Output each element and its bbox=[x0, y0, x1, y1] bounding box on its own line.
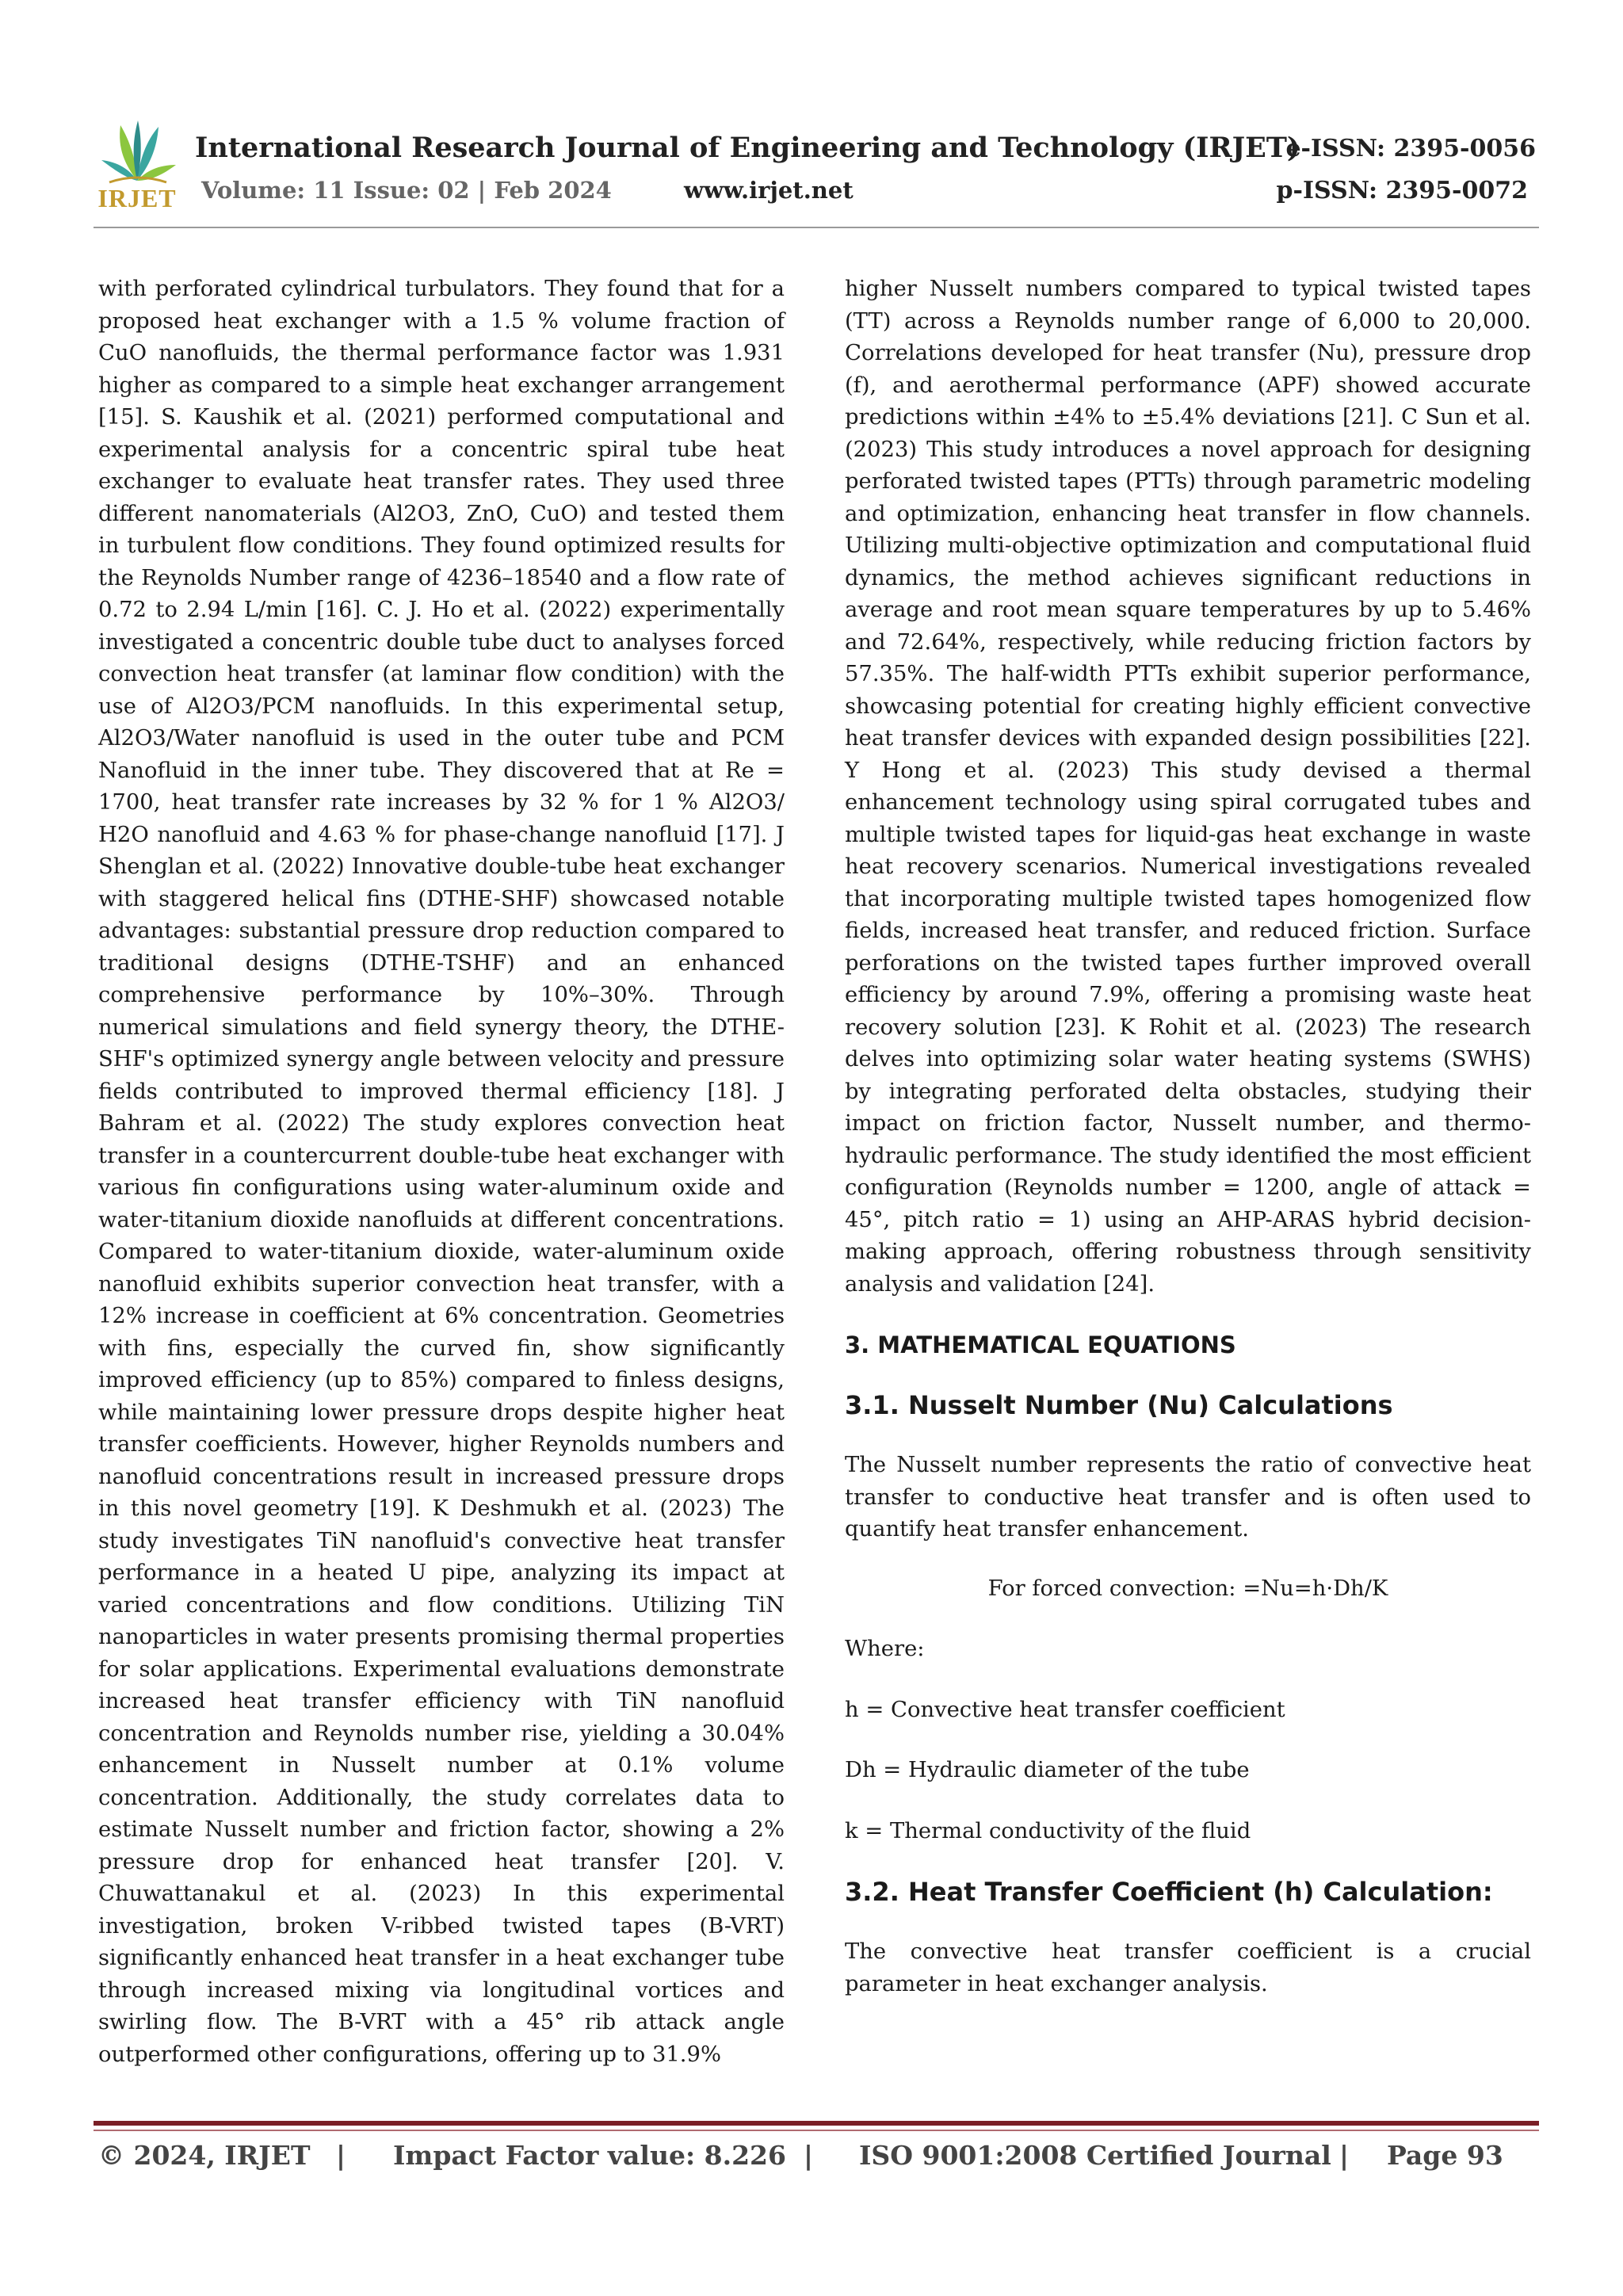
volume-issue: Volume: 11 Issue: 02 | Feb 2024 bbox=[201, 177, 612, 204]
htc-paragraph: The convective heat transfer coefficient is a crucial parameter in heat exchanger analysis. bbox=[845, 1939, 1531, 1996]
journal-title: International Research Journal of Engineering and Technology (IRJET) bbox=[195, 132, 1300, 164]
left-column bbox=[98, 273, 785, 2071]
nusselt-paragraph: The Nusselt number represents the ratio of convective heat transfer to conductive heat transfer and is often used to quantify heat transfer enhancement. bbox=[845, 1453, 1531, 1541]
footer-impact-factor: Impact Factor value: 8.226 bbox=[393, 2140, 786, 2171]
logo-text: IRJET bbox=[97, 184, 177, 212]
footer-rule-thin bbox=[94, 2130, 1539, 2131]
header-divider bbox=[94, 227, 1539, 228]
section-3-2-heading: 3.2. Heat Transfer Coefficient (h) Calculation: bbox=[845, 1877, 1493, 1907]
footer-rule bbox=[94, 2121, 1539, 2126]
footer-iso: ISO 9001:2008 Certified Journal bbox=[859, 2140, 1331, 2171]
nusselt-equation: For forced convection: =Nu=h·Dh/K bbox=[987, 1576, 1388, 1601]
definition-dh: Dh = Hydraulic diameter of the tube bbox=[845, 1758, 1250, 1782]
definition-k: k = Thermal conductivity of the fluid bbox=[845, 1818, 1251, 1843]
footer-separator: | bbox=[804, 2140, 814, 2171]
left-paragraph: with perforated cylindrical turbulators. They found that for a proposed heat exchanger with a 1.5 % volume fraction of CuO nanofluids, the thermal performance factor was 1.931 higher as compared to a simple heat exchanger arrangement [15]. S. Kaushik et al. (2021) performed computational and experimental analysis for a concentric spiral tube heat exchanger to evaluate heat transfer rates. They used three different nanomaterials (Al2O3, ZnO, CuO) and tested them in turbulent flow conditions. They found optimized results for the Reynolds Number range of 4236–18540 and a flow rate of 0.72 to 2.94 L/min [16]. C. J. Ho et al. (2022) experimentally investigated a concentric double tube duct to analyses forced convection heat transfer (at laminar flow condition) with the use of Al2O3/PCM nanofluids. In this experimental setup, Al2O3/Water nanofluid is used in the outer tube and PCM Nanofluid in the inner tube. They discovered that at Re = 1700, heat transfer rate increases by 32 % for 1 % Al2O3/ H2O nanofluid and 4.63 % for phase-change nanofluid [17]. J Shenglan et al. (2022) Innovative double-tube heat exchanger with staggered helical fins (DTHE-SHF) showcased notable advantages: substantial pressure drop reduction compared to traditional designs (DTHE-TSHF) and an enhanced comprehensive performance by 10%–30%. Through numerical simulations and field synergy theory, the DTHE-SHF's optimized synergy angle between velocity and pressure fields contributed to improved thermal efficiency [18]. J Bahram et al. (2022) The study explores convection heat transfer in a countercurrent double-tube heat exchanger with various fin configurations using water-aluminum oxide and water-titanium dioxide nanofluids at different concentrations. Compared to water-titanium dioxide, water-aluminum oxide nanofluid exhibits superior convection heat transfer, with a 12% increase in coefficient at 6% concentration. Geometries with fins, especially the curved fin, show significantly improved efficiency (up to 85%) compared to finless designs, while maintaining lower pressure drops despite higher heat transfer coefficients. However, higher Reynolds numbers and nanofluid concentrations result in increased pressure drops in this novel geometry [19]. K Deshmukh et al. (2023) The study investigates TiN nanofluid's convective heat transfer performance in a heated U pipe, analyzing its impact at varied concentrations and flow conditions. Utilizing TiN nanoparticles in water presents promising thermal properties for solar applications. Experimental evaluations demonstrate increased heat transfer efficiency with TiN nanofluid concentration and Reynolds number rise, yielding a 30.04% enhancement in Nusselt number at 0.1% volume concentration. Additionally, the study correlates data to estimate Nusselt number and friction factor, showing a 2% pressure drop for enhanced heat transfer [20]. V. Chuwattanakul et al. (2023) In this experimental investigation, broken V-ribbed twisted tapes (B-VRT) significantly enhanced heat transfer in a heat exchanger tube through increased mixing via longitudinal vortices and swirling flow. The B-VRT with a 45° rib attack angle outperformed other configurations, offering up to 31.9% bbox=[98, 277, 785, 2067]
e-issn: e-ISSN: 2395-0056 bbox=[1285, 135, 1536, 162]
journal-website-link[interactable]: www.irjet.net bbox=[684, 177, 854, 204]
footer-copyright: © 2024, IRJET bbox=[98, 2140, 311, 2171]
page-header bbox=[94, 117, 1537, 228]
p-issn: p-ISSN: 2395-0072 bbox=[1276, 177, 1528, 204]
footer-separator: | bbox=[1339, 2140, 1350, 2171]
footer-separator: | bbox=[336, 2140, 346, 2171]
footer-page-number: Page 93 bbox=[1387, 2140, 1503, 2171]
page-footer bbox=[94, 2140, 1539, 2179]
section-3-1-heading: 3.1. Nusselt Number (Nu) Calculations bbox=[845, 1390, 1393, 1420]
right-paragraph: higher Nusselt numbers compared to typical twisted tapes (TT) across a Reynolds number range of 6,000 to 20,000. Correlations developed for heat transfer (Nu), pressure drop (f), and aerothermal performance (APF) showed accurate predictions within ±4% to ±5.4% deviations [21]. C Sun et al. (2023) This study introduces a novel approach for designing perforated twisted tapes (PTTs) through parametric modeling and optimization, enhancing heat transfer in flow channels. Utilizing multi-objective optimization and computational fluid dynamics, the method achieves significant reductions in average and root mean square temperatures by up to 5.46% and 72.64%, respectively, while reducing friction factors by 57.35%. The half-width PTTs exhibit superior performance, showcasing potential for creating highly efficient convective heat transfer devices with expanded design possibilities [22]. Y Hong et al. (2023) This study devised a thermal enhancement technology using spiral corrugated tubes and multiple twisted tapes for liquid-gas heat exchange in waste heat recovery scenarios. Numerical investigations revealed that incorporating multiple twisted tapes homogenized flow fields, increased heat transfer, and reduced friction. Surface perforations on the twisted tapes further improved overall efficiency by around 7.9%, offering a promising waste heat recovery solution [23]. K Rohit et al. (2023) The research delves into optimizing solar water heating systems (SWHS) by integrating perforated delta obstacles, studying their impact on friction factor, Nusselt number, and thermo-hydraulic performance. The study identified the most efficient configuration (Reynolds number = 1200, angle of attack = 45°, pitch ratio = 1) using an AHP-ARAS hybrid decision-making approach, offering robustness through sensitivity analysis and validation [24]. bbox=[845, 277, 1531, 1297]
section-3-heading: 3. MATHEMATICAL EQUATIONS bbox=[845, 1331, 1236, 1358]
where-label: Where: bbox=[845, 1637, 925, 1661]
leaf-logo-icon bbox=[94, 117, 181, 189]
definition-h: h = Convective heat transfer coefficient bbox=[845, 1697, 1285, 1722]
right-column bbox=[845, 273, 1531, 2000]
irjet-logo bbox=[94, 117, 181, 212]
